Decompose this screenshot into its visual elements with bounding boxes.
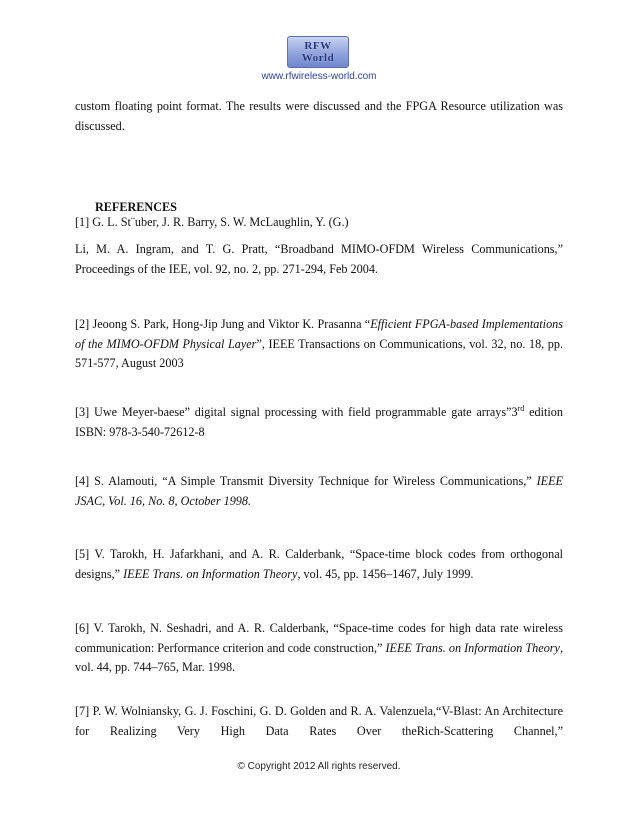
rfw-world-logo xyxy=(287,36,349,68)
reference-6: [6] V. Tarokh, N. Seshadri, and A. R. Calderbank, “Space-time codes for high data rate wireless communication: Performance criterion and code construction,” IEEE Trans. on Information Theory, vol. 44, pp. 744–765, Mar. 1998. xyxy=(75,621,563,674)
header-url[interactable]: www.rfwireless-world.com xyxy=(261,71,377,82)
reference-7: [7] P. W. Wolniansky, G. J. Foschini, G. D. Golden and R. A. Valenzuela,“V-Blast: An Architecture for Realizing Very High Data Rates Over theRich-Scattering Channel,” xyxy=(75,704,563,738)
reference-2-title: Efficient FPGA-based Implementations of the MIMO-OFDM Physical Layer xyxy=(75,317,564,351)
logo-line-2: World xyxy=(301,52,335,64)
reference-5: [5] V. Tarokh, H. Jafarkhani, and A. R. Calderbank, “Space-time block codes from orthogonal designs,” IEEE Trans. on Information Theory, vol. 45, pp. 1456–1467, July 1999. xyxy=(75,547,563,581)
reference-2: [2] Jeoong S. Park, Hong-Jip Jung and Viktor K. Prasanna “Efficient FPGA-based Implementations of the MIMO-OFDM Physical Layer”, IEEE Transactions on Communications, vol. 32, no. 18, pp. 571-577, August 2003 xyxy=(75,317,564,370)
reference-3: [3] Uwe Meyer-baese” digital signal processing with field programmable gate arrays”3rd edition ISBN: 978-3-540-72612-8 xyxy=(75,404,563,439)
references-heading: REFERENCES xyxy=(95,200,177,214)
intro-paragraph: custom floating point format. The results were discussed and the FPGA Resource utilization was discussed. xyxy=(75,99,563,133)
reference-4: [4] S. Alamouti, “A Simple Transmit Diversity Technique for Wireless Communications,” IEEE JSAC, Vol. 16, No. 8, October 1998. xyxy=(75,474,563,508)
reference-5-journal: IEEE Trans. on Information Theory xyxy=(123,566,298,581)
reference-6-journal: IEEE Trans. on Information Theory xyxy=(385,640,560,655)
reference-1-line1: [1] G. L. St¨uber, J. R. Barry, S. W. McLaughlin, Y. (G.) xyxy=(75,215,349,229)
copyright-footer: © Copyright 2012 All rights reserved. xyxy=(237,761,401,772)
logo-line-1: RFW xyxy=(304,40,332,52)
reference-4-journal: IEEE JSAC, Vol. 16, No. 8, October 1998. xyxy=(75,474,563,508)
reference-1-line2: Li, M. A. Ingram, and T. G. Pratt, “Broadband MIMO-OFDM Wireless Communications,” Proceedings of the IEE, vol. 92, no. 2, pp. 271-294, Feb 2004. xyxy=(75,242,563,276)
